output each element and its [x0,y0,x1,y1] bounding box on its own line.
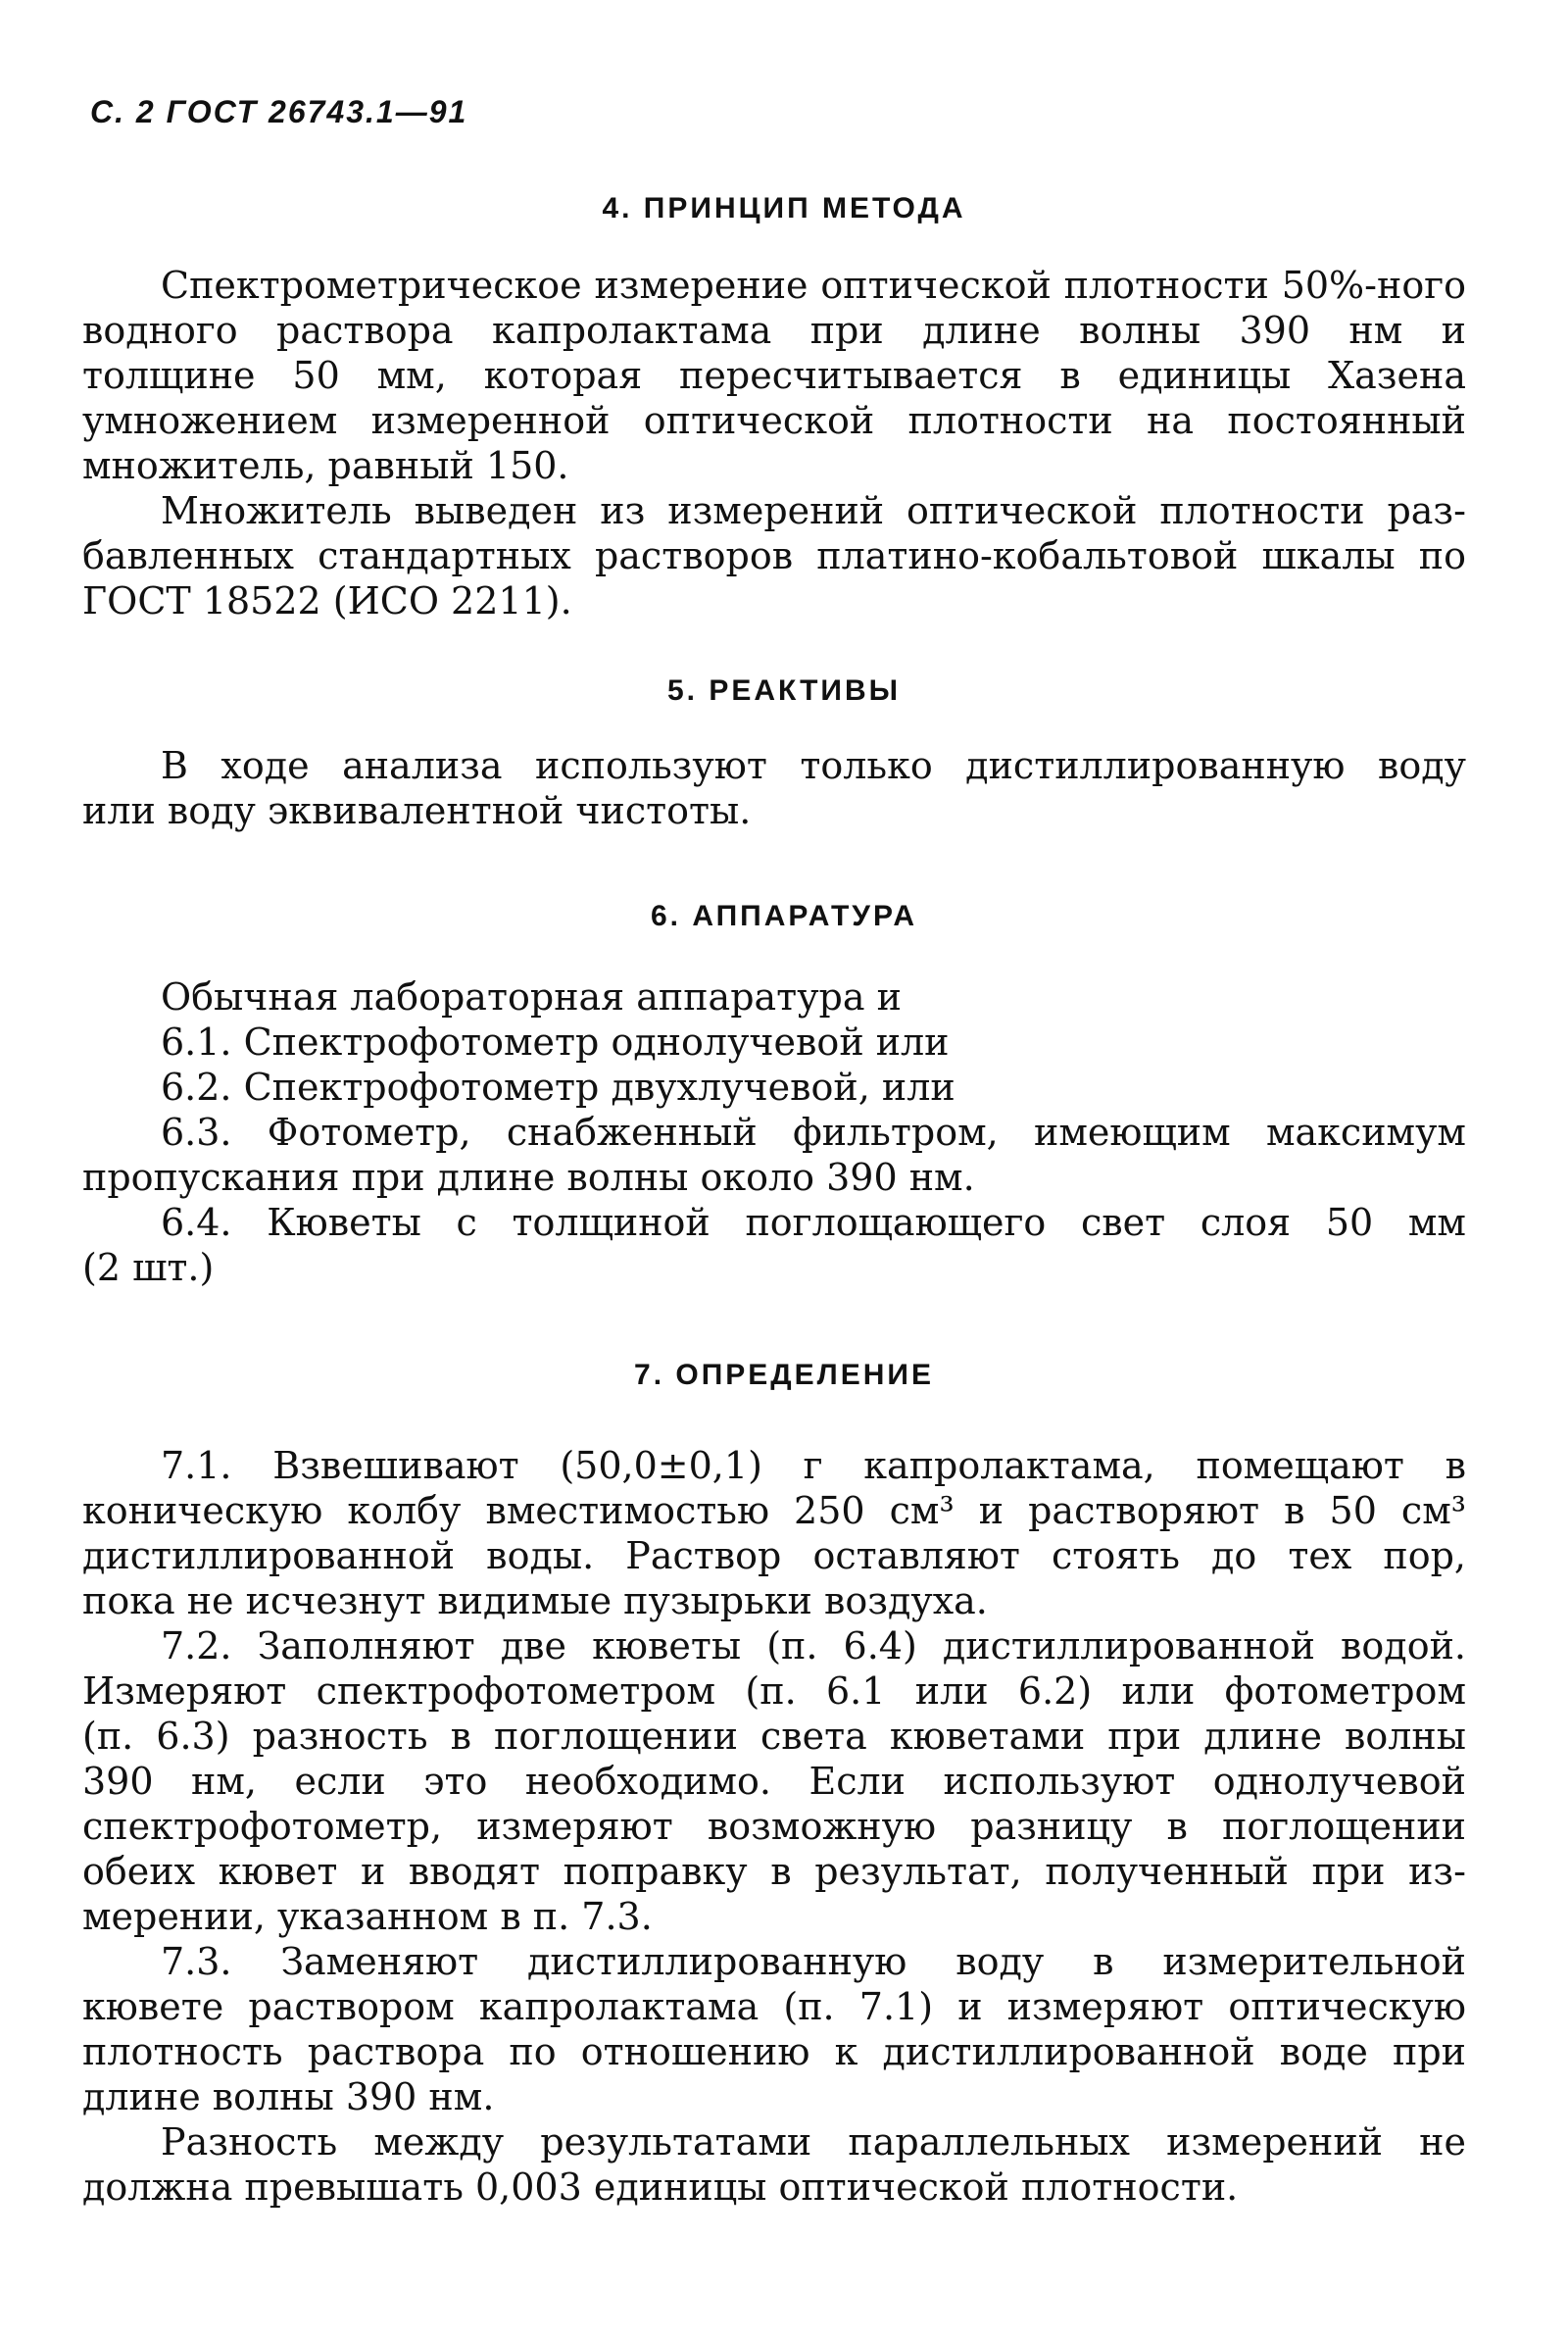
section-4-title: 4. ПРИНЦИП МЕТОДА [602,192,966,224]
text-line: В ходе анализа используют только дистиллированную воду [161,744,1466,787]
text-line: Обычная лабораторная аппаратура и [161,975,902,1019]
text-line: мерении, указанном в п. 7.3. [82,1895,653,1938]
section-6-intro [82,974,1466,1020]
text-line: Множитель выведен из измерений оптической плотности раз- [161,489,1466,532]
text-line: умножением измеренной оптической плотности на постоянный [82,399,1466,442]
text-line: кювете раствором капролактама (п. 7.1) и измеряют оптическую [82,1985,1466,2028]
text-line: спектрофотометр, измеряют возможную разницу в поглощении [82,1805,1466,1848]
section-4-paragraph-2 [82,488,1466,623]
section-5-paragraph-1 [82,743,1466,833]
text-line: 6.4. Кюветы с толщиной поглощающего свет слоя 50 мм [161,1201,1466,1244]
section-7-paragraph-diff [82,2119,1466,2210]
section-6-item-3 [82,1110,1466,1200]
text-line: 7.3. Заменяют дистиллированную воду в измерительной [161,1940,1466,1983]
text-line: должна превышать 0,003 единицы оптической плотности. [82,2165,1239,2209]
section-4-paragraph-1 [82,263,1466,488]
text-line: водного раствора капролактама при длине волны 390 нм и [82,309,1466,352]
section-6-item-1 [82,1020,1466,1065]
section-7-paragraph-7-2 [82,1623,1466,1939]
running-head: С. 2 ГОСТ 26743.1—91 [90,94,468,129]
text-line: Разность между результатами параллельных измерений не [161,2120,1466,2164]
text-line: 6.3. Фотометр, снабженный фильтром, имеющим максимум [161,1111,1466,1154]
text-line: толщине 50 мм, которая пересчитывается в единицы Хазена [82,354,1466,397]
text-line: Спектрометрическое измерение оптической плотности 50%-ного [161,264,1466,307]
text-line: множитель, равный 150. [82,444,569,487]
text-line: длине волны 390 нм. [82,2075,495,2118]
section-7-paragraph-7-1 [82,1443,1466,1623]
text-line: пропускания при длине волны около 390 нм. [82,1156,975,1199]
section-7-paragraph-7-3 [82,1939,1466,2119]
section-5-title: 5. РЕАКТИВЫ [666,674,902,707]
section-6-item-2 [82,1065,1466,1110]
text-line: ГОСТ 18522 (ИСО 2211). [82,579,572,622]
text-line: (2 шт.) [82,1246,215,1289]
text-line: 6.1. Спектрофотометр однолучевой или [161,1020,950,1064]
section-6-title: 6. АППАРАТУРА [651,900,917,932]
text-line: или воду эквивалентной чистоты. [82,789,752,832]
text-line: плотность раствора по отношению к дистиллированной воде при [82,2030,1466,2073]
text-line: 390 нм, если это необходимо. Если используют однолучевой [82,1760,1466,1803]
text-line: обеих кювет и вводят поправку в результат, полученный при из- [82,1850,1466,1893]
text-line: Измеряют спектрофотометром (п. 6.1 или 6.2) или фотометром [82,1669,1466,1713]
text-line: 7.2. Заполняют две кюветы (п. 6.4) дистиллированной водой. [161,1624,1466,1667]
text-line: 6.2. Спектрофотометр двухлучевой, или [161,1066,956,1109]
section-7-title: 7. ОПРЕДЕЛЕНИЕ [634,1359,934,1391]
text-line: коническую колбу вместимостью 250 см³ и растворяют в 50 см³ [82,1489,1466,1532]
text-line: пока не исчезнут видимые пузырьки воздуха. [82,1579,988,1622]
section-6-item-4 [82,1200,1466,1290]
text-line: дистиллированной воды. Раствор оставляют стоять до тех пор, [82,1534,1466,1577]
text-line: (п. 6.3) разность в поглощении света кюветами при длине волны [82,1715,1466,1758]
text-line: бавленных стандартных растворов платино-кобальтовой шкалы по [82,534,1466,577]
text-line: 7.1. Взвешивают (50,0±0,1) г капролактама, помещают в [161,1444,1466,1487]
